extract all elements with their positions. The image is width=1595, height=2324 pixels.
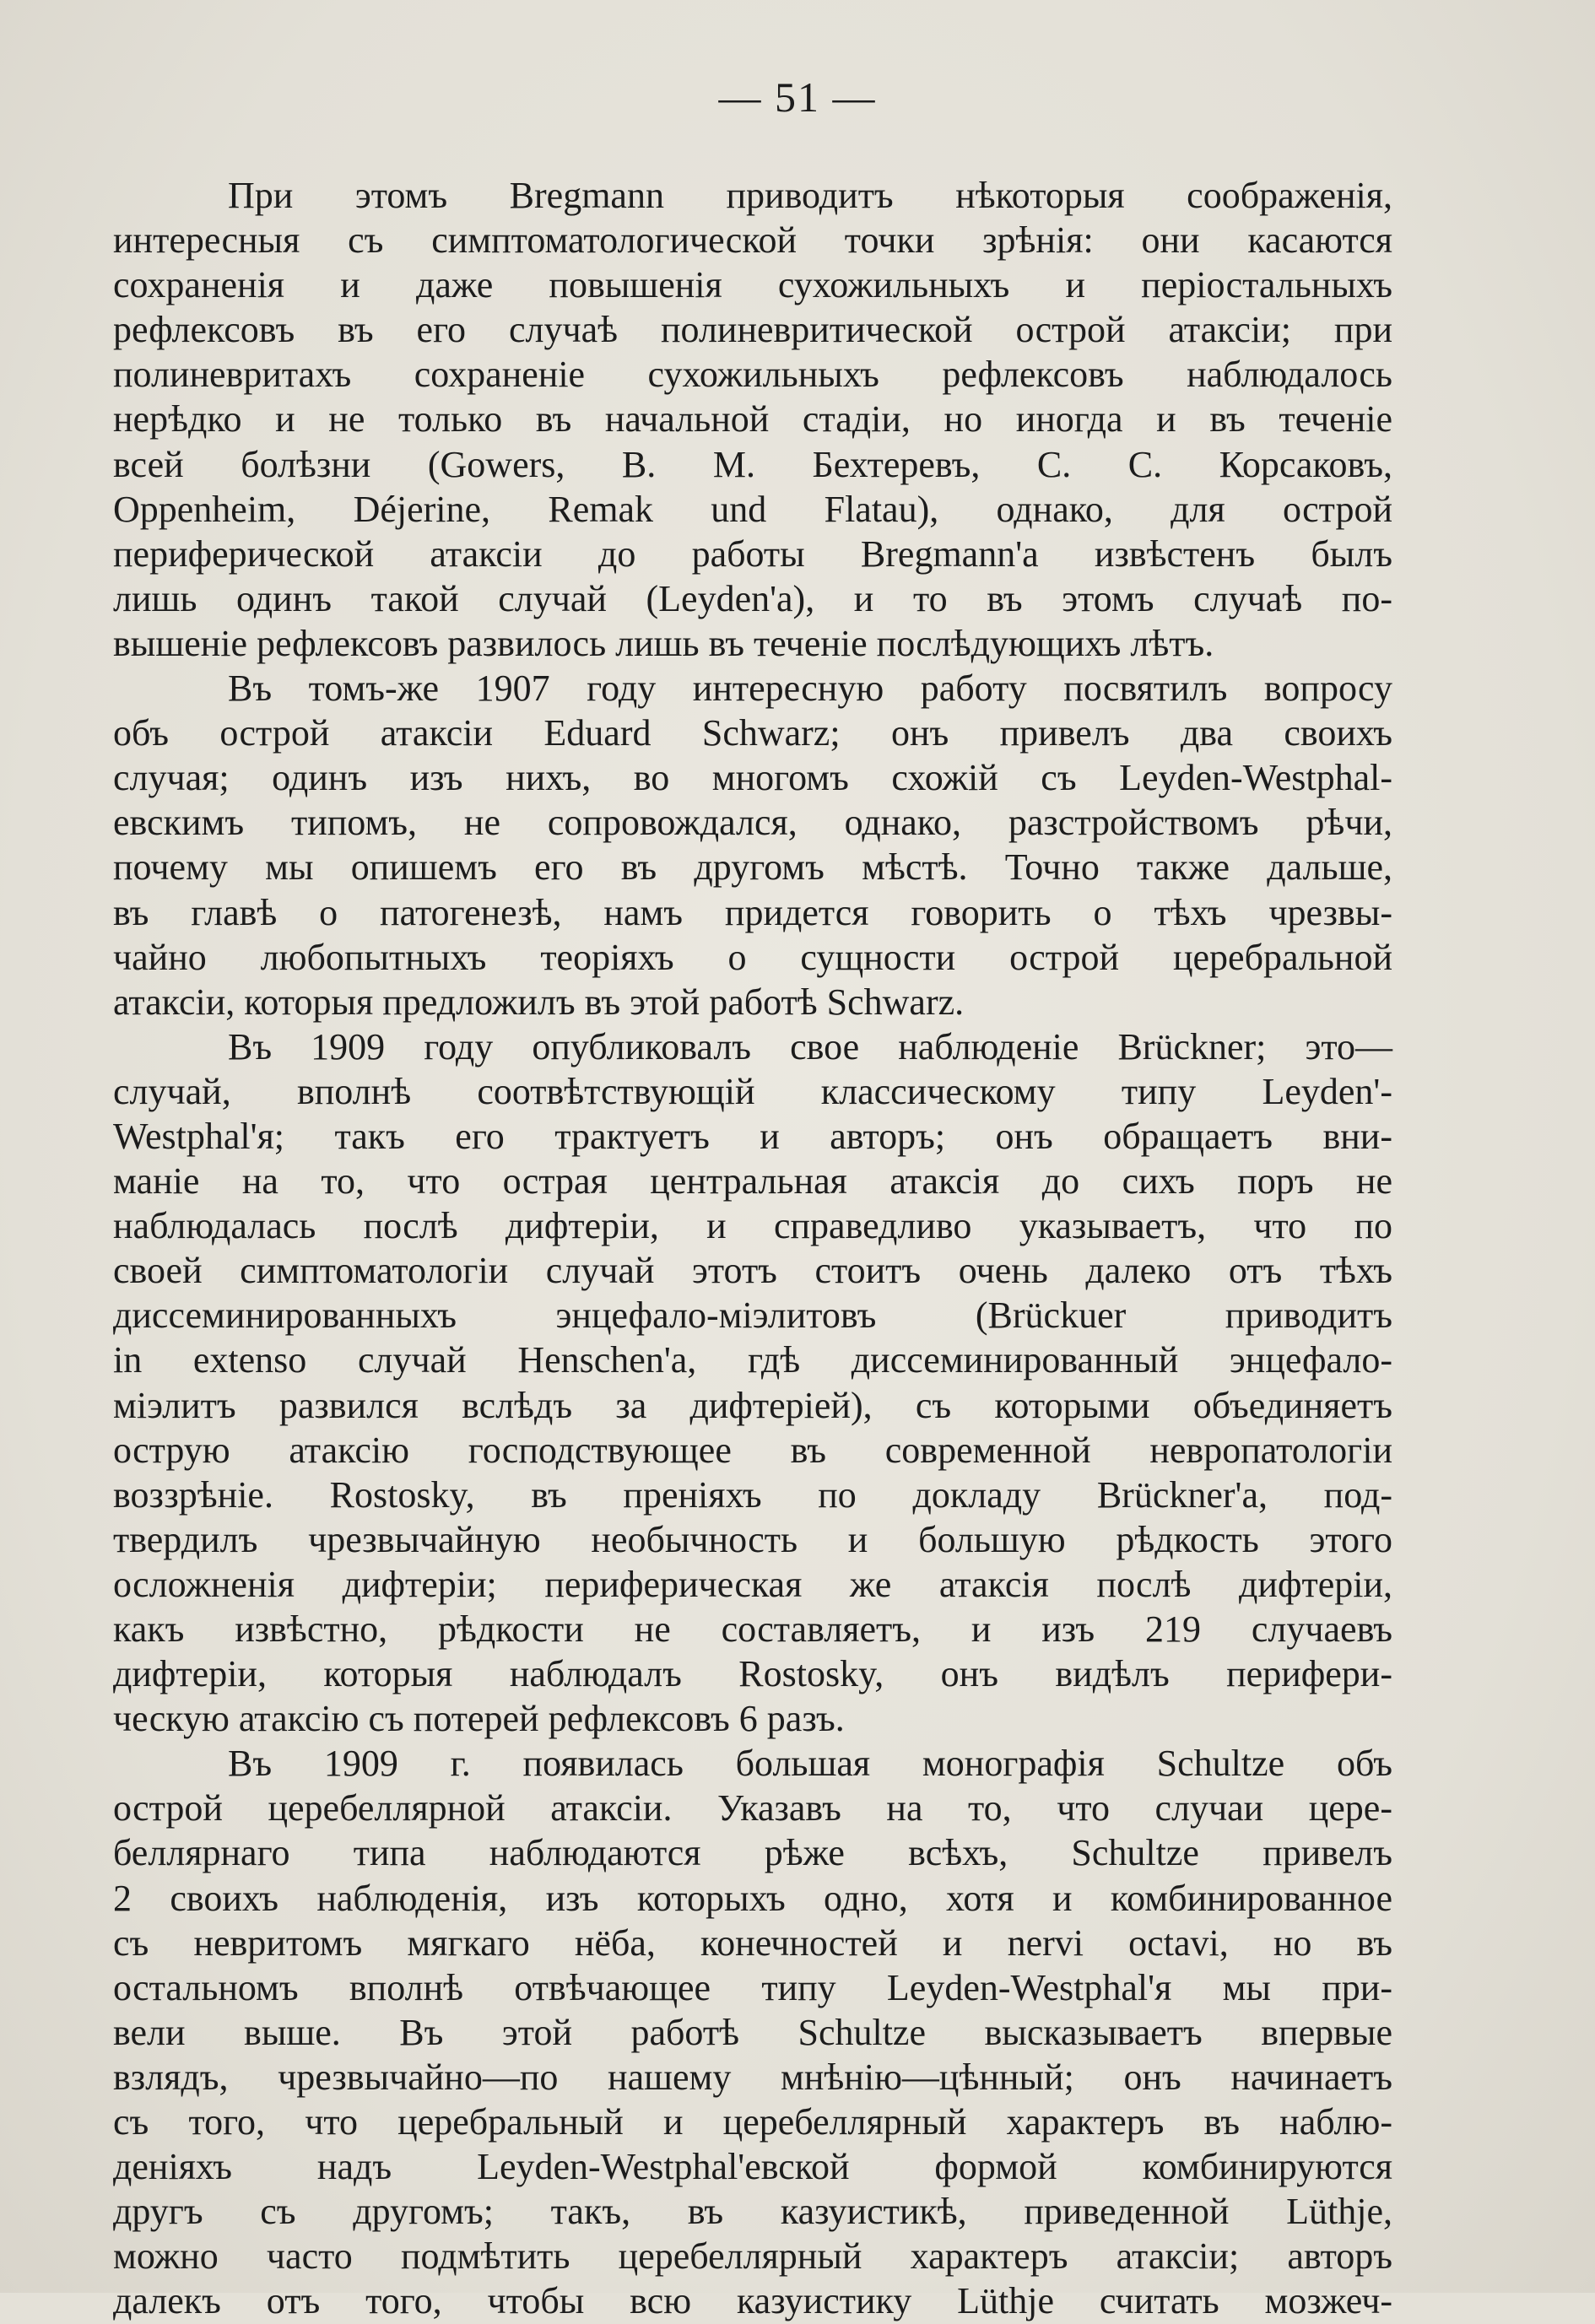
text-line: осложненія дифтеріи; периферическая же атаксія послѣ дифтеріи, bbox=[113, 1563, 1392, 1605]
page-number: — 51 — bbox=[718, 73, 877, 121]
text-line: сохраненія и даже повышенія сухожильныхъ и періостальныхъ bbox=[113, 264, 1392, 306]
text-line: воззрѣніе. Rostosky, въ преніяхъ по докладу Brückner'a, под- bbox=[113, 1473, 1392, 1516]
text-line: 2 своихъ наблюденія, изъ которыхъ одно, хотя и комбинированное bbox=[113, 1877, 1392, 1919]
body-text bbox=[113, 173, 1392, 2324]
text-line: периферической атаксіи до работы Bregmann'a извѣстенъ былъ bbox=[113, 532, 1392, 575]
text-line: другъ съ другомъ; такъ, въ казуистикѣ, приведенной Lüthje, bbox=[113, 2191, 1392, 2233]
text-line: чайно любопытныхъ теоріяхъ о сущности острой церебральной bbox=[113, 936, 1392, 978]
text-line: съ невритомъ мягкаго нёба, конечностей и nervi octavi, но въ bbox=[113, 1921, 1392, 1964]
text-line: интересныя съ симптоматологической точки зрѣнія: они касаются bbox=[113, 219, 1392, 262]
text-line: Въ 1909 году опубликовалъ свое наблюденіе Brückner; это— bbox=[228, 1025, 1392, 1067]
text-line: взлядъ, чрезвычайно—по нашему мнѣнію—цѣнный; онъ начинаетъ bbox=[113, 2056, 1392, 2098]
text-line: in extenso случай Henschen'a, гдѣ диссеминированный энцефало- bbox=[113, 1339, 1392, 1381]
text-line: нерѣдко и не только въ начальной стадіи, но иногда и въ теченіе bbox=[113, 398, 1392, 440]
text-line: почему мы опишемъ его въ другомъ мѣстѣ. Точно также дальше, bbox=[113, 846, 1392, 889]
text-line: евскимъ типомъ, не сопровождался, однако, разстройствомъ рѣчи, bbox=[113, 802, 1392, 844]
text-line: лишь одинъ такой случай (Leyden'a), и то въ этомъ случаѣ по- bbox=[113, 577, 1392, 619]
text-line: остальномъ вполнѣ отвѣчающее типу Leyden-Westphal'я мы при- bbox=[113, 1966, 1392, 2008]
text-line: въ главѣ о патогенезѣ, намъ придется говорить о тѣхъ чрезвы- bbox=[113, 891, 1392, 933]
text-line: съ того, что церебральный и церебеллярный характеръ въ наблю- bbox=[113, 2101, 1392, 2143]
text-line: Въ томъ-же 1907 году интересную работу посвятилъ вопросу bbox=[228, 667, 1392, 710]
text-line: какъ извѣстно, рѣдкости не составляетъ, и изъ 219 случаевъ bbox=[113, 1608, 1392, 1650]
text-line: вышеніе рефлексовъ развилось лишь въ теченіе послѣдующихъ лѣтъ. bbox=[113, 622, 1214, 664]
text-line: деніяхъ надъ Leyden-Westphal'евской формой комбинируются bbox=[113, 2146, 1392, 2188]
text-line: своей симптоматологіи случай этотъ стоитъ очень далеко отъ тѣхъ bbox=[113, 1250, 1392, 1292]
text-line: объ острой атаксіи Eduard Schwarz; онъ привелъ два своихъ bbox=[113, 712, 1392, 754]
text-line: дифтеріи, которыя наблюдалъ Rostosky, онъ видѣлъ перифери- bbox=[113, 1653, 1392, 1695]
text-line: беллярнаго типа наблюдаются рѣже всѣхъ, Schultze привелъ bbox=[113, 1832, 1392, 1874]
text-line: міэлитъ развился вслѣдъ за дифтеріей), съ которыми объединяетъ bbox=[113, 1384, 1392, 1426]
text-line: можно часто подмѣтить церебеллярный характеръ атаксіи; авторъ bbox=[113, 2235, 1392, 2278]
text-line: рефлексовъ въ его случаѣ полиневритической острой атаксіи; при bbox=[113, 309, 1392, 351]
text-line: всей болѣзни (Gowers, В. М. Бехтеревъ, С. С. Корсаковъ, bbox=[113, 443, 1392, 485]
text-line: полиневритахъ сохраненіе сухожильныхъ рефлексовъ наблюдалось bbox=[113, 354, 1392, 396]
text-line: случай, вполнѣ соотвѣтствующій классическому типу Leyden'- bbox=[113, 1070, 1392, 1112]
text-line: атаксіи, которыя предложилъ въ этой работѣ Schwarz. bbox=[113, 981, 965, 1023]
text-line: Въ 1909 г. появилась большая монографія Schultze объ bbox=[228, 1743, 1392, 1785]
text-line: диссеминированныхъ энцефало-міэлитовъ (Brückuer приводитъ bbox=[113, 1294, 1392, 1337]
text-line: маніе на то, что острая центральная атаксія до сихъ поръ не bbox=[113, 1160, 1392, 1203]
text-line: далекъ отъ того, чтобы всю казуистику Lüthje считать мозжеч- bbox=[113, 2280, 1392, 2322]
text-line: случая; одинъ изъ нихъ, во многомъ схожій съ Leyden-Westphal- bbox=[113, 757, 1392, 799]
text-line: острой церебеллярной атаксіи. Указавъ на то, что случаи цере- bbox=[113, 1787, 1392, 1829]
text-line: ческую атаксію съ потерей рефлексовъ 6 разъ. bbox=[113, 1698, 845, 1740]
text-line: При этомъ Bregmann приводитъ нѣкоторыя соображенія, bbox=[228, 175, 1392, 216]
text-line: наблюдалась послѣ дифтеріи, и справедливо указываетъ, что по bbox=[113, 1205, 1392, 1247]
text-line: твердилъ чрезвычайную необычность и большую рѣдкость этого bbox=[113, 1518, 1392, 1560]
text-line: Oppenheim, Déjerine, Remak und Flatau), однако, для острой bbox=[113, 488, 1392, 530]
text-line: Westphal'я; такъ его трактуетъ и авторъ; онъ обращаетъ вни- bbox=[113, 1115, 1392, 1157]
text-line: острую атаксію господствующее въ современной невропатологіи bbox=[113, 1429, 1392, 1471]
text-line: вели выше. Въ этой работѣ Schultze высказываетъ впервые bbox=[113, 2011, 1392, 2053]
